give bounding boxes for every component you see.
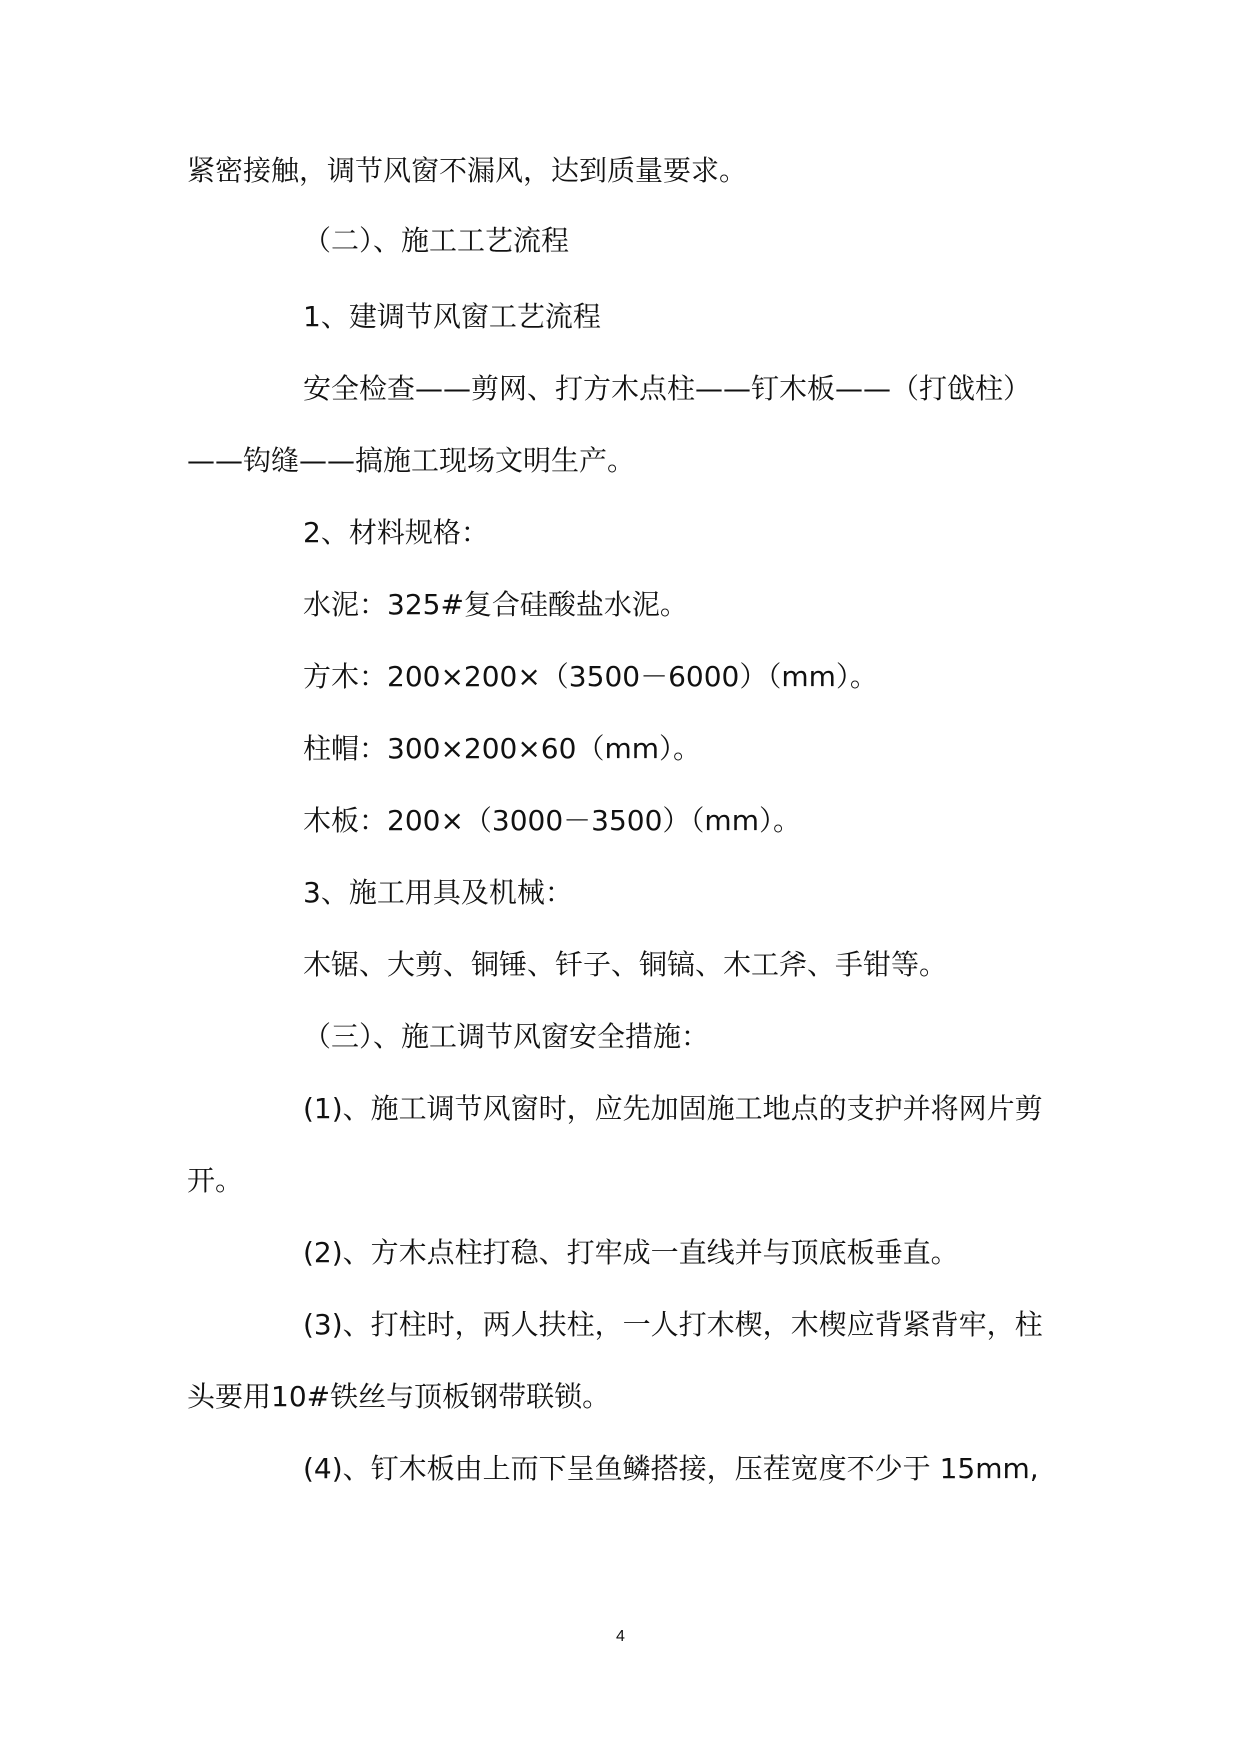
measure-3-line-1: (3)、打柱时，两人扶柱，一人打木楔，木楔应背紧背牢，柱 — [303, 1308, 1043, 1341]
paragraph-line-0: 紧密接触，调节风窗不漏风，达到质量要求。 — [187, 154, 748, 187]
material-cap: 柱帽：300×200×60（mm）。 — [303, 732, 701, 765]
section-heading-2: （二）、施工工艺流程 — [303, 224, 570, 257]
measure-3-line-2: 头要用10#铁丝与顶板钢带联锁。 — [187, 1380, 611, 1413]
measure-2: (2)、方木点柱打稳、打牢成一直线并与顶底板垂直。 — [303, 1236, 959, 1269]
measure-1-line-1: (1)、施工调节风窗时，应先加固施工地点的支护并将网片剪 — [303, 1092, 1043, 1125]
flow-text-line-1: 安全检查——剪网、打方木点柱——钉木板——（打戗柱） — [303, 372, 1032, 405]
tools-list: 木锯、大剪、铜锤、钎子、铜镐、木工斧、手钳等。 — [303, 948, 948, 981]
measure-1-line-2: 开。 — [187, 1164, 244, 1197]
material-timber: 方木：200×200×（3500－6000）（mm）。 — [303, 660, 878, 693]
measure-4-line-1: (4)、钉木板由上而下呈鱼鳞搭接，压茬宽度不少于 15mm, — [303, 1452, 1039, 1485]
material-board: 木板：200×（3000－3500）（mm）。 — [303, 804, 801, 837]
material-cement: 水泥：325#复合硅酸盐水泥。 — [303, 588, 688, 621]
subheading-materials: 2、材料规格： — [303, 516, 489, 549]
flow-text-line-2: ——钩缝——搞施工现场文明生产。 — [187, 444, 636, 477]
page-number: 4 — [616, 1628, 625, 1645]
subheading-tools: 3、施工用具及机械： — [303, 876, 573, 909]
subheading-flow: 1、建调节风窗工艺流程 — [303, 300, 601, 333]
section-heading-3: （三）、施工调节风窗安全措施： — [303, 1020, 710, 1053]
